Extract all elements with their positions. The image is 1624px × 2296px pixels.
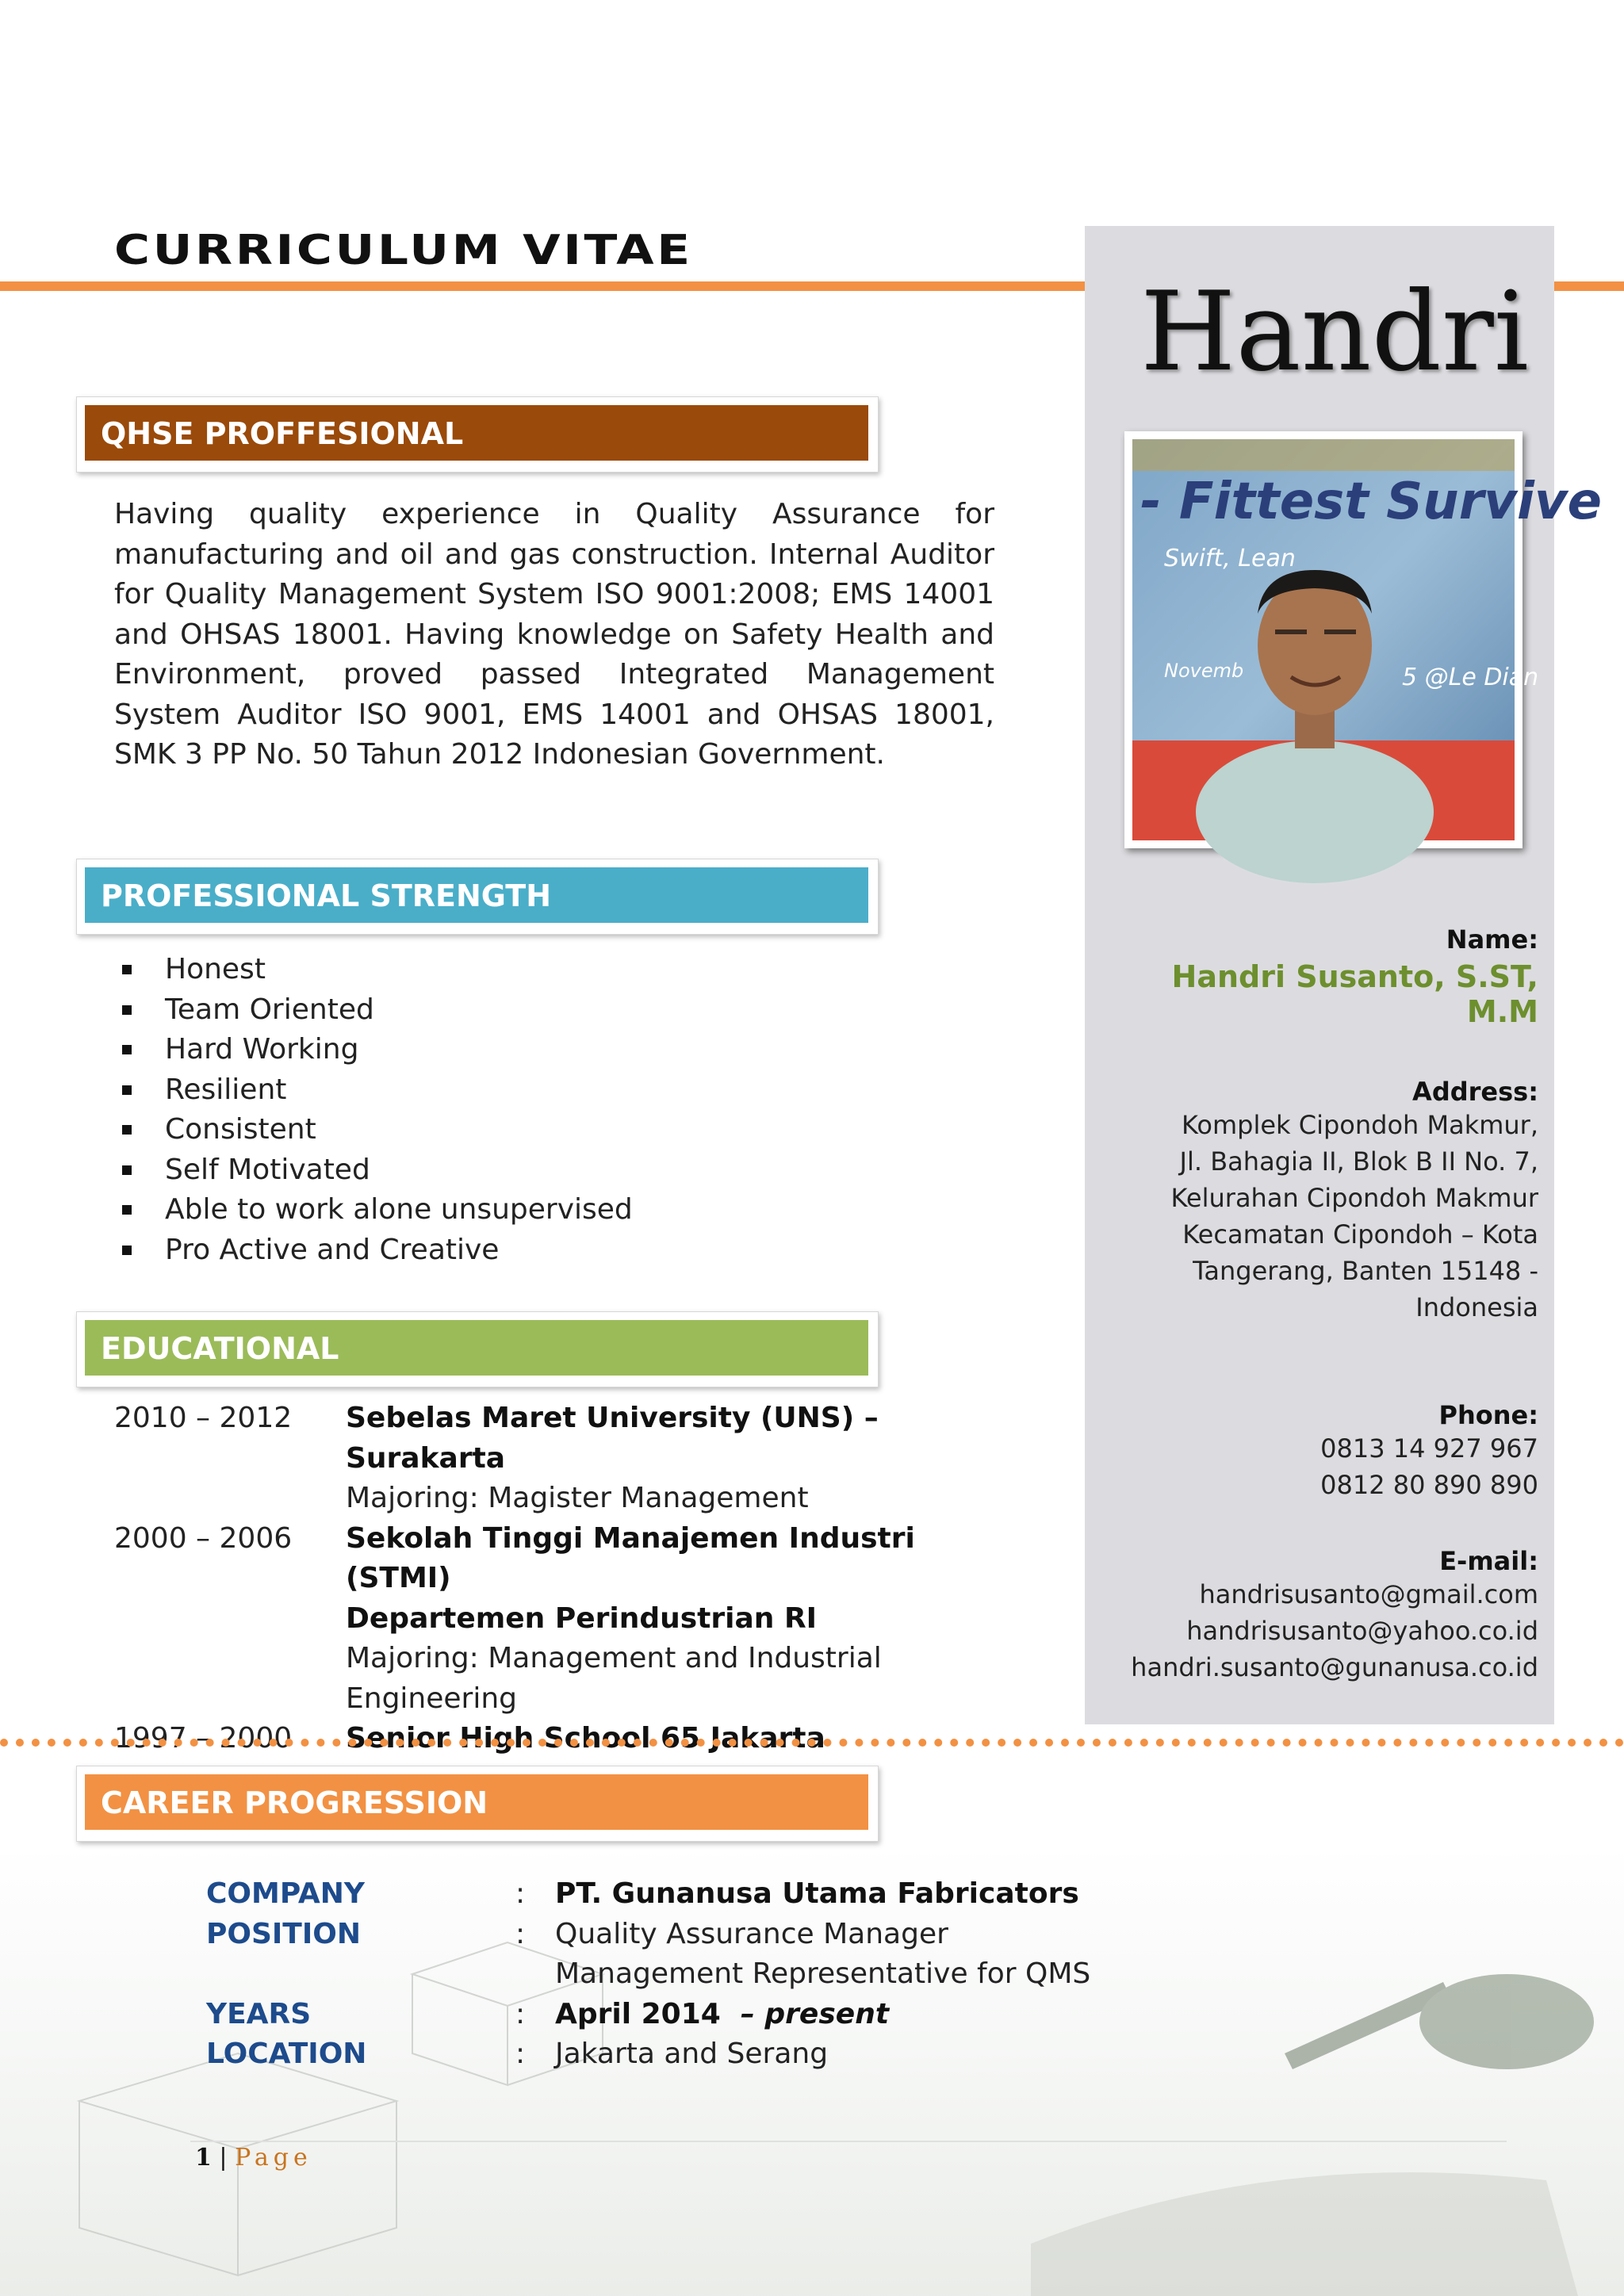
education-years: 2010 – 2012	[114, 1402, 293, 1434]
photo-banner-text: - Fittest Survive	[1140, 473, 1603, 531]
career-colon: :	[515, 1997, 526, 2030]
career-company-label: COMPANY	[206, 1877, 365, 1910]
phone-label: Phone:	[1438, 1400, 1538, 1430]
bullet-square-icon	[122, 1085, 132, 1095]
career-colon: :	[515, 2038, 526, 2070]
bullet-square-icon	[122, 1005, 132, 1015]
phone-number: 0812 80 890 890	[1320, 1470, 1538, 1500]
education-institution: Senior High School 65 Jakarta	[346, 1722, 825, 1755]
address-block	[1116, 1077, 1538, 1326]
section-strength-title: PROFESSIONAL STRENGTH	[85, 867, 868, 923]
strength-item: Resilient	[119, 1070, 633, 1111]
phone-number: 0813 14 927 967	[1320, 1433, 1538, 1464]
strength-item: Team Oriented	[119, 990, 633, 1031]
big-name: Handri	[1140, 268, 1529, 396]
address-label: Address:	[1412, 1077, 1538, 1107]
page-title: CURRICULUM VITAE	[114, 227, 693, 274]
career-colon: :	[515, 1877, 526, 1910]
address-line: Indonesia	[1415, 1292, 1538, 1322]
education-major: Majoring: Magister Management	[346, 1482, 809, 1514]
profile-photo	[1124, 431, 1603, 848]
career-location: Jakarta and Serang	[555, 2038, 829, 2070]
strength-item: Self Motivated	[119, 1150, 633, 1191]
education-entry	[114, 1399, 1026, 1519]
strength-item: Honest	[119, 950, 633, 990]
bullet-square-icon	[122, 1246, 132, 1255]
bullet-square-icon	[122, 1165, 132, 1175]
footer-rule	[190, 2141, 1507, 2142]
phone-block	[1116, 1400, 1538, 1503]
career-years-label: YEARS	[206, 1997, 312, 2030]
email-block	[1116, 1546, 1538, 1686]
bullet-square-icon	[122, 965, 132, 974]
bullet-square-icon	[122, 1205, 132, 1215]
education-entry	[114, 1519, 1026, 1720]
section-career-title: CAREER PROGRESSION	[85, 1774, 868, 1830]
page-separator: |	[219, 2144, 228, 2172]
name-label: Name:	[1446, 924, 1538, 955]
career-location-label: LOCATION	[206, 2038, 367, 2070]
career-entry	[206, 1874, 1237, 2075]
section-education-title: EDUCATIONAL	[85, 1320, 868, 1376]
strength-item: Consistent	[119, 1110, 633, 1150]
section-strength	[76, 859, 879, 935]
address-line: Kecamatan Cipondoh – Kota	[1182, 1219, 1538, 1249]
email-label: E-mail:	[1439, 1546, 1538, 1576]
address-line: Jl. Bahagia II, Blok B II No. 7,	[1179, 1146, 1538, 1177]
summary-paragraph: Having quality experience in Quality Assurance for manufacturing and oil and gas construction. Internal Auditor for Quality Management System ISO 9001:2008; EMS 14001 and OHSAS 18001. Having knowledge on Safety Health and Environment, proved passed Integrated Management System Auditor ISO 9001, EMS 14001 and OHSAS 18001, SMK 3 PP No. 50 Tahun 2012 Indonesian Government.	[114, 498, 994, 771]
section-education	[76, 1311, 879, 1387]
address-line: Tangerang, Banten 15148 -	[1193, 1256, 1538, 1286]
page-word: Page	[235, 2144, 312, 2172]
career-row	[206, 2034, 1237, 2075]
email-address: handrisusanto@yahoo.co.id	[1186, 1616, 1538, 1646]
email-address: handrisusanto@gmail.com	[1199, 1579, 1538, 1609]
education-years: 1997 – 2000	[114, 1722, 293, 1755]
section-qhse	[76, 396, 879, 473]
career-position: Quality Assurance Manager	[555, 1917, 948, 1950]
career-row	[206, 1915, 1237, 1995]
section-qhse-title: QHSE PROFFESIONAL	[85, 405, 868, 461]
strength-item: Able to work alone unsupervised	[119, 1190, 633, 1230]
career-colon: :	[515, 1917, 526, 1950]
section-career	[76, 1766, 879, 1842]
strength-item: Pro Active and Creative	[119, 1230, 633, 1271]
full-name: Handri Susanto, S.ST, M.M	[1171, 959, 1538, 1029]
bullet-square-icon	[122, 1125, 132, 1135]
strength-list	[119, 950, 633, 1270]
education-institution: Sebelas Maret University (UNS) – Surakarta	[346, 1402, 879, 1475]
career-years-end: – present	[740, 1997, 890, 2030]
career-row	[206, 1995, 1237, 2035]
career-years-start: April 2014	[555, 1997, 721, 2030]
education-institution: Departemen Perindustrian RI	[346, 1601, 818, 1635]
name-block	[1116, 924, 1538, 1029]
strength-item: Hard Working	[119, 1030, 633, 1070]
dotted-divider	[0, 1739, 1624, 1747]
page-footer	[195, 2144, 312, 2172]
career-position: Management Representative for QMS	[555, 1957, 1091, 1990]
page-number: 1	[195, 2144, 212, 2172]
career-position-label: POSITION	[206, 1917, 361, 1950]
address-line: Kelurahan Cipondoh Makmur	[1170, 1183, 1538, 1213]
photo-banner-small: Swift, Lean	[1164, 545, 1296, 572]
photo-banner-right: 5 @Le Dian	[1402, 664, 1539, 691]
education-institution: Sekolah Tinggi Manajemen Industri (STMI)	[346, 1521, 915, 1594]
photo-banner-date: Novemb	[1164, 660, 1244, 682]
photo-image	[1132, 439, 1603, 840]
education-major: Majoring: Management and Industrial Engineering	[346, 1642, 882, 1715]
address-line: Komplek Cipondoh Makmur,	[1181, 1110, 1538, 1140]
career-row	[206, 1874, 1237, 1915]
education-years: 2000 – 2006	[114, 1521, 293, 1555]
email-address: handri.susanto@gunanusa.co.id	[1131, 1652, 1538, 1682]
career-company: PT. Gunanusa Utama Fabricators	[555, 1877, 1079, 1910]
bullet-square-icon	[122, 1045, 132, 1054]
